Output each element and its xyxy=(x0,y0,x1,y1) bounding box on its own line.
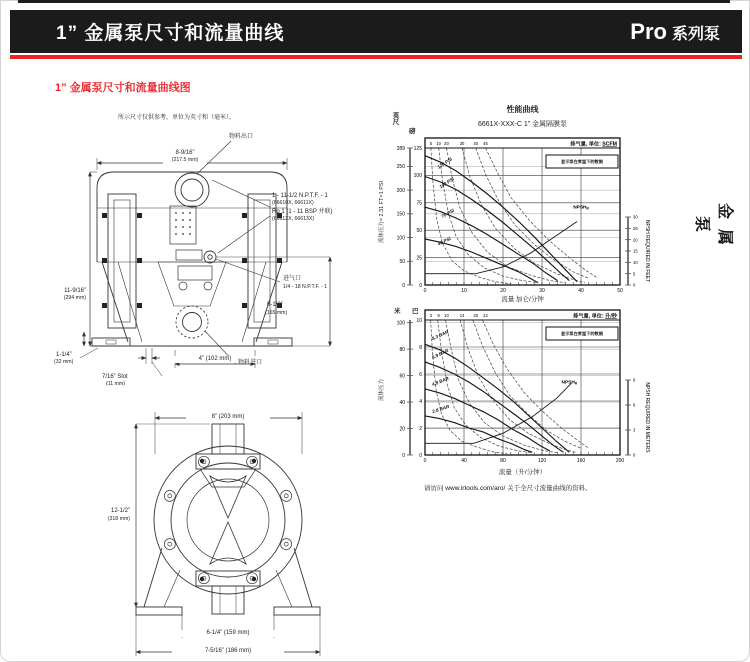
svg-text:45: 45 xyxy=(483,141,488,146)
svg-text:20: 20 xyxy=(399,426,405,433)
svg-text:100 PSI: 100 PSI xyxy=(438,176,455,190)
front-dim-width: 8” (203 mm) xyxy=(186,414,270,421)
inlet-label: 物料进口 xyxy=(238,360,263,366)
svg-text:120: 120 xyxy=(537,458,547,464)
svg-text:0: 0 xyxy=(402,282,405,289)
header-accent-rule xyxy=(10,55,742,59)
svg-text:6: 6 xyxy=(437,313,440,318)
product-line-badge xyxy=(630,19,720,45)
svg-text:50: 50 xyxy=(416,228,422,234)
chart1-title: 6661X-XXX-C 1” 金属隔膜泵 xyxy=(477,121,568,128)
svg-text:200: 200 xyxy=(615,458,625,464)
svg-text:50: 50 xyxy=(617,288,623,294)
dim-foot-mm: (32 mm) xyxy=(54,359,74,365)
svg-text:8.3 BAR: 8.3 BAR xyxy=(431,329,450,342)
air-inlet-label: 进气口 xyxy=(283,276,302,282)
drawing-note: 所示尺寸仅供参考，单位为英寸和（毫米）。 xyxy=(118,115,236,121)
svg-text:4.8 BAR: 4.8 BAR xyxy=(431,375,450,388)
svg-text:100: 100 xyxy=(396,235,405,242)
svg-text:10: 10 xyxy=(436,141,441,146)
svg-text:6: 6 xyxy=(633,402,636,408)
outlet-thread-1: 1 - 11-1/2 N.P.T.F. - 1 xyxy=(272,193,328,199)
svg-text:0: 0 xyxy=(633,282,636,288)
air-inlet-thread: 1/4 - 18 N.P.T.F. - 1 xyxy=(283,284,328,290)
svg-text:289: 289 xyxy=(396,145,405,152)
svg-text:5: 5 xyxy=(633,271,636,277)
svg-text:9: 9 xyxy=(633,377,636,383)
svg-text:20: 20 xyxy=(500,288,506,294)
svg-text:显示泵在常温下的数据: 显示泵在常温下的数据 xyxy=(561,159,603,165)
svg-text:排气量, 单位: 升/秒: 排气量, 单位: 升/秒 xyxy=(573,313,617,320)
svg-text:14: 14 xyxy=(459,313,465,318)
svg-text:0: 0 xyxy=(419,452,422,459)
svg-text:10: 10 xyxy=(461,288,467,294)
svg-text:75: 75 xyxy=(416,200,422,207)
svg-text:125: 125 xyxy=(413,145,422,152)
svg-text:80: 80 xyxy=(500,458,506,464)
chart2-inner-axis-header: 巴 xyxy=(412,308,419,315)
front-dim-height-mm: (318 mm) xyxy=(107,516,130,522)
svg-text:5: 5 xyxy=(429,141,433,146)
svg-text:25: 25 xyxy=(416,255,422,262)
svg-text:4: 4 xyxy=(419,398,422,405)
dim-port-span: 4” (102 mm) xyxy=(173,356,257,363)
dim-width-mm: (217.5 mm) xyxy=(163,158,207,164)
chart1-inner-axis-header: 磅 xyxy=(409,128,416,135)
performance-heading: 性能曲线 xyxy=(506,105,539,114)
svg-text:50: 50 xyxy=(399,259,405,266)
svg-text:0: 0 xyxy=(402,452,405,459)
scan-top-edge xyxy=(18,0,730,3)
section-title: 1” 金属泵尺寸和流量曲线图 xyxy=(55,82,191,94)
outlet-label: 物料出口 xyxy=(229,134,254,140)
page-header xyxy=(10,10,742,53)
chart2-y-axis-label: 流体压力 xyxy=(379,379,385,402)
svg-text:NPSHR: $NPSH_R$ xyxy=(561,380,578,386)
svg-text:80: 80 xyxy=(399,346,405,353)
outlet-thread-3: Rp 1 (1 - 11 BSP 并联) xyxy=(272,209,333,215)
product-line-suffix: 系列泵 xyxy=(671,25,720,43)
svg-text:160: 160 xyxy=(576,458,586,464)
dim-air-height-mm: (165 mm) xyxy=(265,310,288,316)
svg-text:0: 0 xyxy=(633,452,636,458)
svg-text:22: 22 xyxy=(483,313,488,318)
chart-metric xyxy=(397,310,650,464)
dim-height: 11-9/16” xyxy=(64,288,86,294)
svg-text:100: 100 xyxy=(413,173,422,180)
svg-text:40: 40 xyxy=(578,288,584,294)
chart-imperial xyxy=(397,138,650,294)
svg-text:3: 3 xyxy=(633,427,636,433)
svg-text:20: 20 xyxy=(473,313,479,318)
svg-text:15: 15 xyxy=(633,248,638,254)
svg-text:40: 40 xyxy=(399,399,405,406)
outlet-thread-2: (66610X, 66611X) xyxy=(272,200,314,206)
svg-text:30: 30 xyxy=(539,288,545,294)
svg-text:200: 200 xyxy=(396,187,405,194)
svg-text:120 PSI: 120 PSI xyxy=(436,156,453,170)
svg-text:40 PSI: 40 PSI xyxy=(436,236,452,247)
performance-charts xyxy=(370,100,670,510)
front-dim-height: 12-1/2” xyxy=(110,508,130,514)
chart2-outer-axis-header: 米 xyxy=(394,308,401,315)
dim-foot: 1-1/4” xyxy=(56,352,72,358)
svg-text:10: 10 xyxy=(444,313,449,318)
svg-text:0: 0 xyxy=(423,458,427,464)
svg-text:2.8 BAR: 2.8 BAR xyxy=(431,403,450,415)
svg-text:40: 40 xyxy=(461,458,467,464)
charts-footnote: 请访问 www.irtools.com/aro/ 关于全尺寸流量曲线的资料。 xyxy=(424,485,592,492)
dim-width: 8-9/16” xyxy=(163,150,207,157)
product-line-name: Pro xyxy=(630,18,667,44)
svg-text:40: 40 xyxy=(473,141,479,146)
dim-air-height: 6-1/2” xyxy=(267,302,283,308)
chart1-outer-axis-header: 英尺 xyxy=(391,112,399,125)
dim-slot-mm: (11 mm) xyxy=(106,381,125,387)
svg-text:25: 25 xyxy=(633,225,638,231)
svg-text:0: 0 xyxy=(419,282,422,289)
svg-text:6.9 BAR: 6.9 BAR xyxy=(431,348,450,361)
svg-text:20: 20 xyxy=(633,237,638,243)
svg-text:NPSH REQUIRED IN FEET: NPSH REQUIRED IN FEET xyxy=(644,219,650,283)
outlet-thread-4: (66612X, 66613X) xyxy=(272,216,315,222)
svg-text:6: 6 xyxy=(419,371,422,378)
chart1-y-axis-label: 流体压力≈ 2.31 FT=1 PSI xyxy=(379,180,385,244)
svg-text:10: 10 xyxy=(416,317,422,324)
svg-text:30: 30 xyxy=(633,214,638,220)
svg-text:150: 150 xyxy=(396,211,405,218)
svg-text:100: 100 xyxy=(396,320,405,327)
front-dim-base: 7-5/16” (186 mm) xyxy=(172,648,284,655)
svg-text:3: 3 xyxy=(429,313,433,318)
side-tab-metal-pump: 金属泵 xyxy=(693,202,733,255)
svg-text:NPSH REQUIRED IN METERS: NPSH REQUIRED IN METERS xyxy=(644,382,650,453)
svg-text:60: 60 xyxy=(399,373,405,380)
chart2-x-axis-label: 流量（升/分钟） xyxy=(498,469,547,476)
chart1-x-axis-label: 流量 加仑/分钟 xyxy=(501,296,544,303)
svg-text:70 PSI: 70 PSI xyxy=(440,207,455,220)
svg-text:20: 20 xyxy=(444,141,449,146)
svg-text:NPSHR: $NPSH_R$ xyxy=(573,205,589,211)
dim-height-mm: (294 mm) xyxy=(63,295,86,301)
svg-text:30: 30 xyxy=(459,141,465,146)
page-title: 1” 金属泵尺寸和流量曲线 xyxy=(56,23,285,44)
front-dim-bolt-span: 6-1/4” (159 mm) xyxy=(180,630,276,637)
svg-text:250: 250 xyxy=(396,164,405,171)
svg-text:显示泵在常温下的数据: 显示泵在常温下的数据 xyxy=(561,331,603,337)
dim-slot: 7/16” Slot xyxy=(102,374,128,380)
svg-text:排气量, 单位: SCFM: 排气量, 单位: SCFM xyxy=(570,141,617,148)
svg-text:10: 10 xyxy=(633,259,638,265)
svg-text:2: 2 xyxy=(419,425,422,432)
svg-text:0: 0 xyxy=(423,288,427,294)
svg-text:8: 8 xyxy=(419,344,422,351)
